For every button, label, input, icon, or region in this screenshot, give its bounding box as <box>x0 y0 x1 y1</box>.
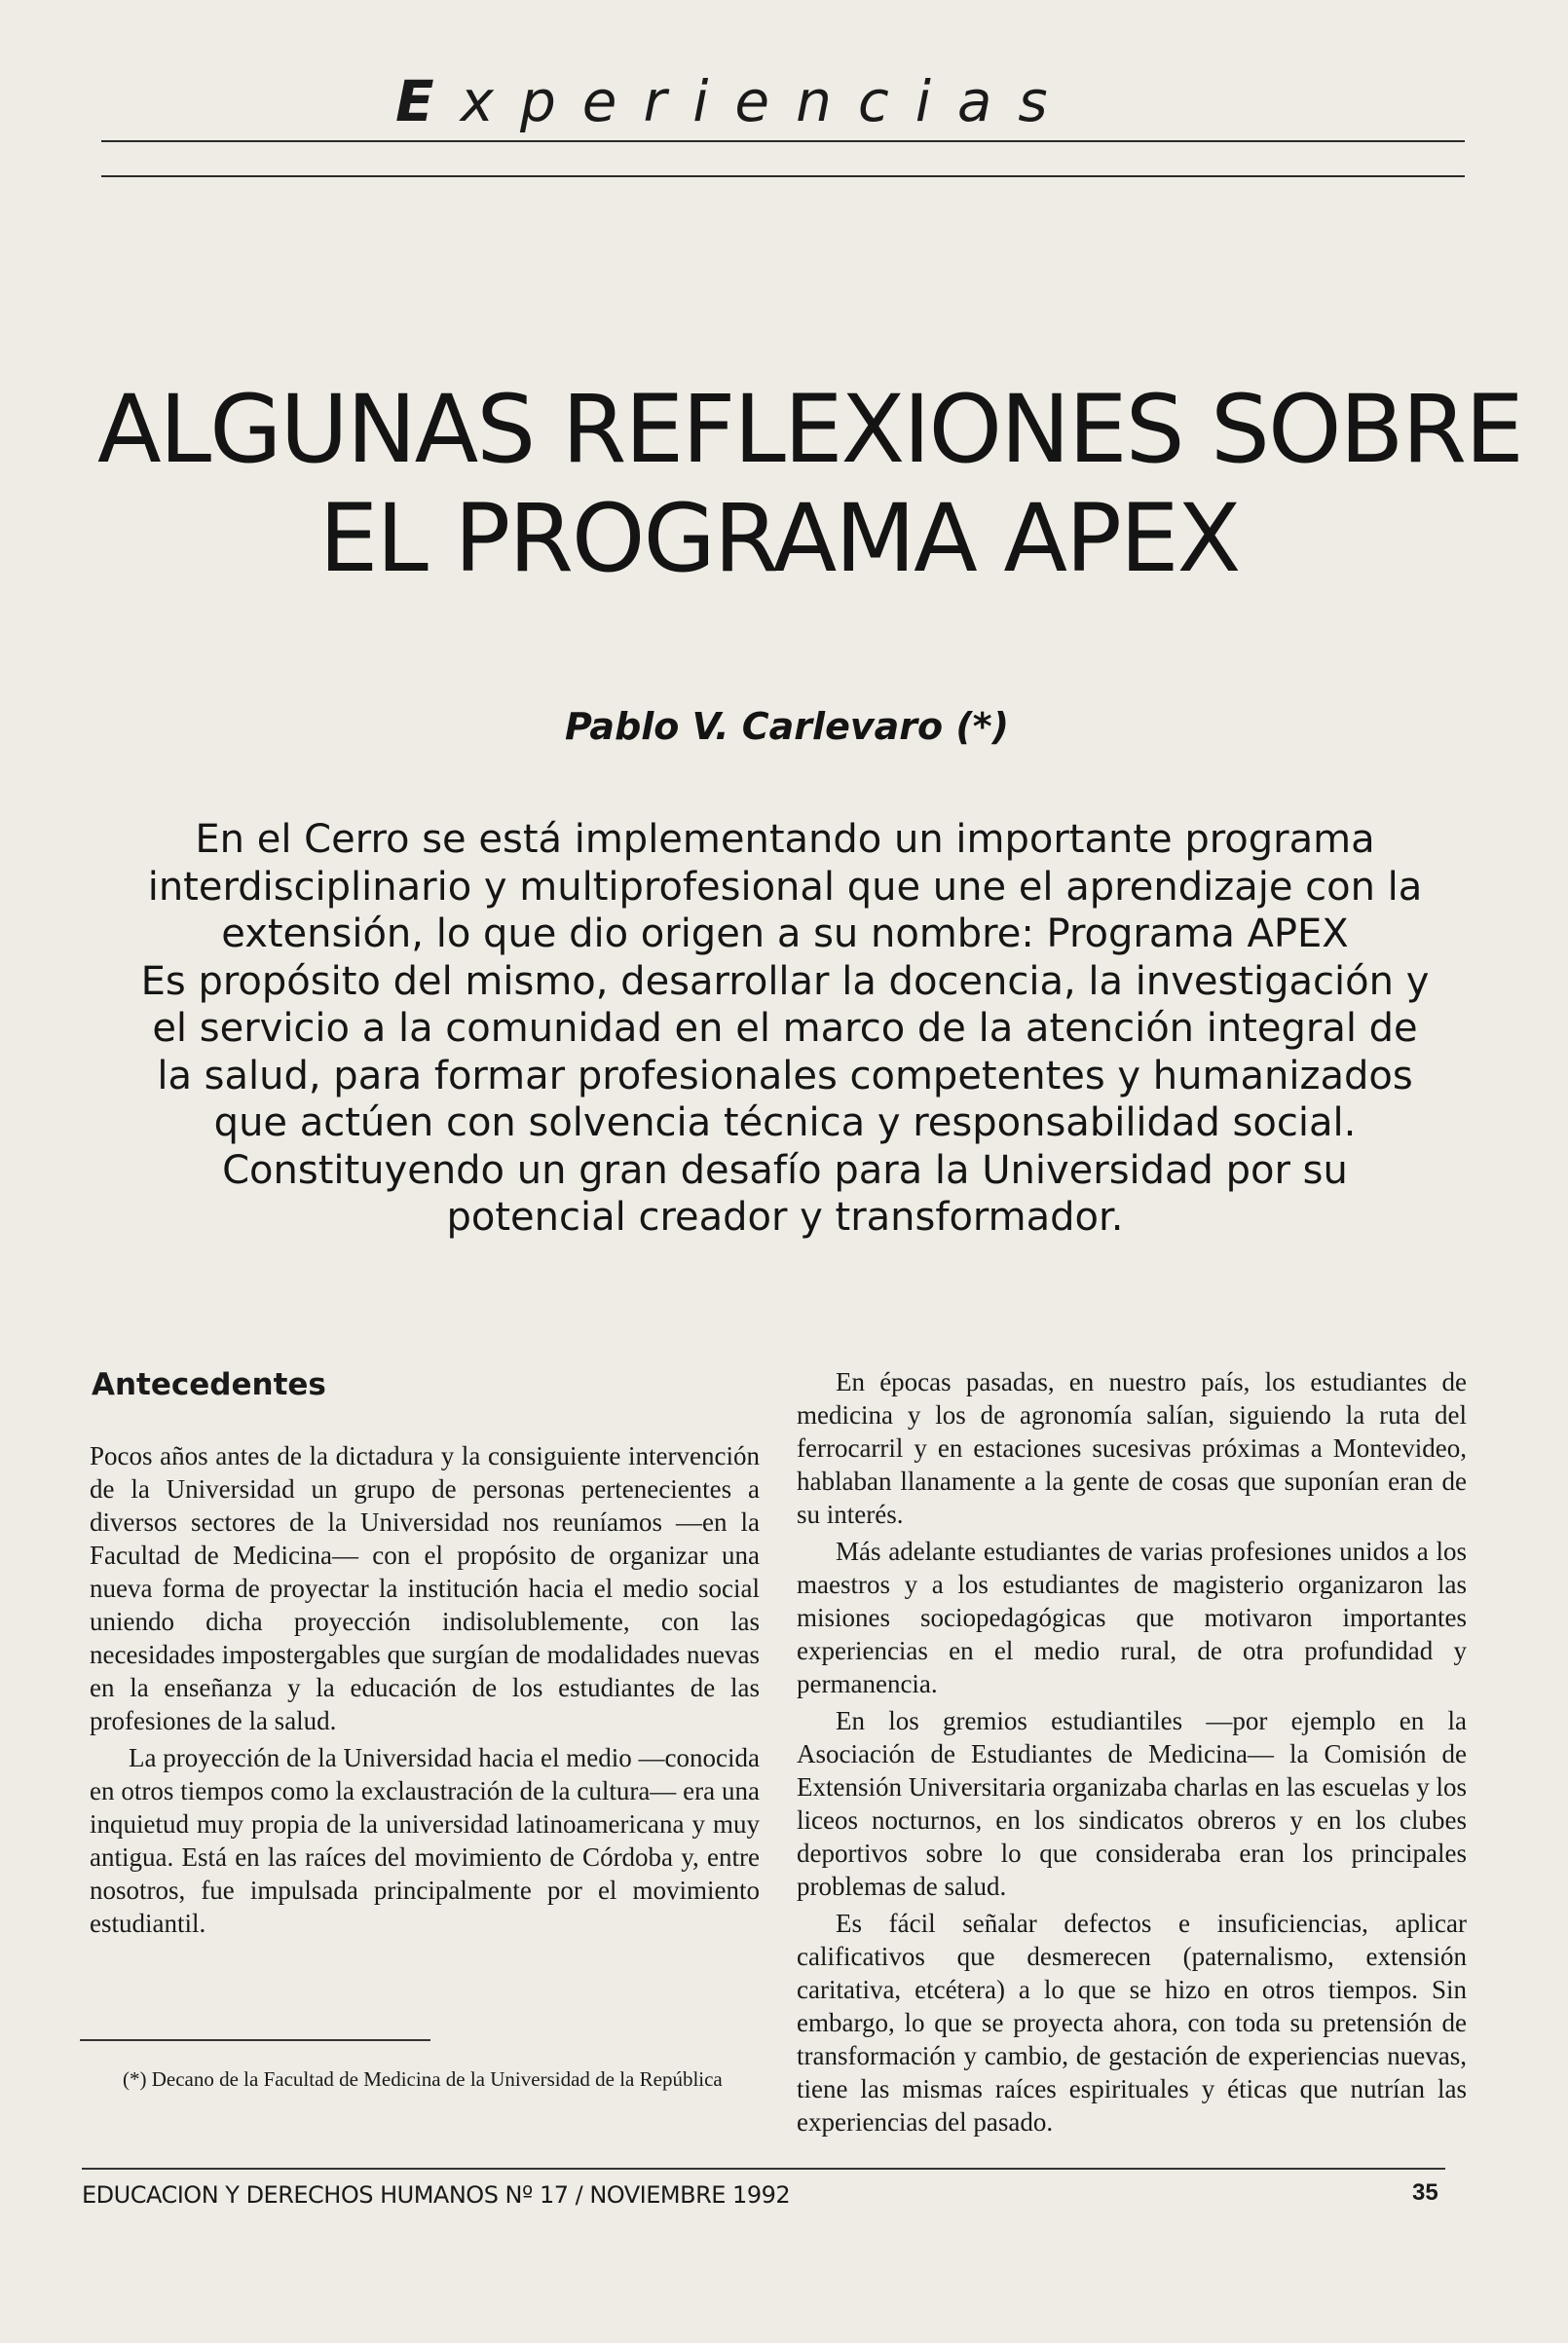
body-paragraph: Es fácil señalar defectos e insuficiencias, aplicar calificativos que desmerecen (paternalismo, extensión caritativa, etcétera) a lo que se hizo en otros tiempos. Sin embargo, lo que se proyecta ahora, con toda su pretensión de transformación y cambio, de gestación de experiencias nuevas, tiene las mismas raíces espirituales y éticas que nutrían las experiencias del pasado. <box>797 1909 1467 2137</box>
author-byline: Pablo V. Carlevaro (*) <box>565 705 1009 748</box>
footer-rule <box>82 2168 1445 2170</box>
right-column <box>797 1365 1467 2142</box>
article-title-line-1: ALGUNAS REFLEXIONES SOBRE <box>97 375 1522 484</box>
section-header <box>395 68 1074 134</box>
body-paragraph: En los gremios estudiantiles —por ejemplo en la Asociación de Estudiantes de Medicina— la Comisión de Extensión Universitaria organizaba charlas en las escuelas y los liceos nocturnos, en los sindicatos obreros y en los clubes deportivos sobre lo que consideraba eran los principales problemas de salud. <box>797 1706 1467 1901</box>
page-number: 35 <box>1412 2179 1438 2206</box>
footnote-rule <box>80 2039 430 2041</box>
lead-line: Es propósito del mismo, desarrollar la docencia, la investigación y <box>140 958 1430 1004</box>
lead-paragraph <box>93 816 1476 1242</box>
lead-line: potencial creador y transformador. <box>446 1195 1124 1240</box>
header-rule-secondary <box>101 175 1465 177</box>
left-column <box>90 1365 760 1944</box>
article-title <box>97 375 1522 593</box>
lead-line: extensión, lo que dio origen a su nombre: Programa APEX <box>221 911 1349 956</box>
section-header-initial: E <box>395 68 461 134</box>
body-paragraph: Pocos años antes de la dictadura y la consiguiente intervención de la Universidad un grupo de personas pertenecientes a diversos sectores de la Universidad nos reuníamos —en la Facultad de Medicina— con el propósito de organizar una nueva forma de proyectar la institución hacia el medio social uniendo dicha proyección indisolublemente, con las necesidades impostergables que surgían de modalidades nuevas en la enseñanza y la educación de los estudiantes de las profesiones de la salud. <box>90 1441 760 1735</box>
lead-line: En el Cerro se está implementando un importante programa <box>195 817 1375 862</box>
header-rule <box>101 140 1465 142</box>
lead-line: Constituyendo un gran desafío para la Universidad por su <box>222 1147 1348 1193</box>
lead-line: interdisciplinario y multiprofesional que une el aprendizaje con la <box>147 864 1423 910</box>
body-paragraph: En épocas pasadas, en nuestro país, los estudiantes de medicina y los de agronomía salían, siguiendo la ruta del ferrocarril y en estaciones sucesivas próximas a Montevideo, hablaban llanamente a la gente de cosas que suponían eran de su interés. <box>797 1367 1467 1529</box>
section-heading: Antecedentes <box>92 1367 326 1402</box>
journal-footer: EDUCACION Y DERECHOS HUMANOS Nº 17 / NOVIEMBRE 1992 <box>82 2181 791 2209</box>
section-header-rest: xperiencias <box>460 68 1074 134</box>
body-paragraph: La proyección de la Universidad hacia el medio —conocida en otros tiempos como la exclaustración de la cultura— era una inquietud muy propia de la universidad latinoamericana y muy antigua. Está en las raíces del movimiento de Córdoba y, entre nosotros, fue impulsada principalmente por el movimiento estudiantil. <box>90 1743 760 1938</box>
lead-line: la salud, para formar profesionales competentes y humanizados <box>157 1053 1413 1098</box>
article-title-line-2: EL PROGRAMA APEX <box>318 484 1240 593</box>
lead-line: que actúen con solvencia técnica y responsabilidad social. <box>213 1100 1357 1145</box>
lead-line: el servicio a la comunidad en el marco de la atención integral de <box>152 1006 1418 1051</box>
footnote: (*) Decano de la Facultad de Medicina de la Universidad de la República <box>123 2067 723 2091</box>
body-paragraph: Más adelante estudiantes de varias profesiones unidos a los maestros y a los estudiantes de magisterio organizaron las misiones sociopedagógicas que motivaron importantes experiencias en el medio rural, de otra profundidad y permanencia. <box>797 1537 1467 1698</box>
